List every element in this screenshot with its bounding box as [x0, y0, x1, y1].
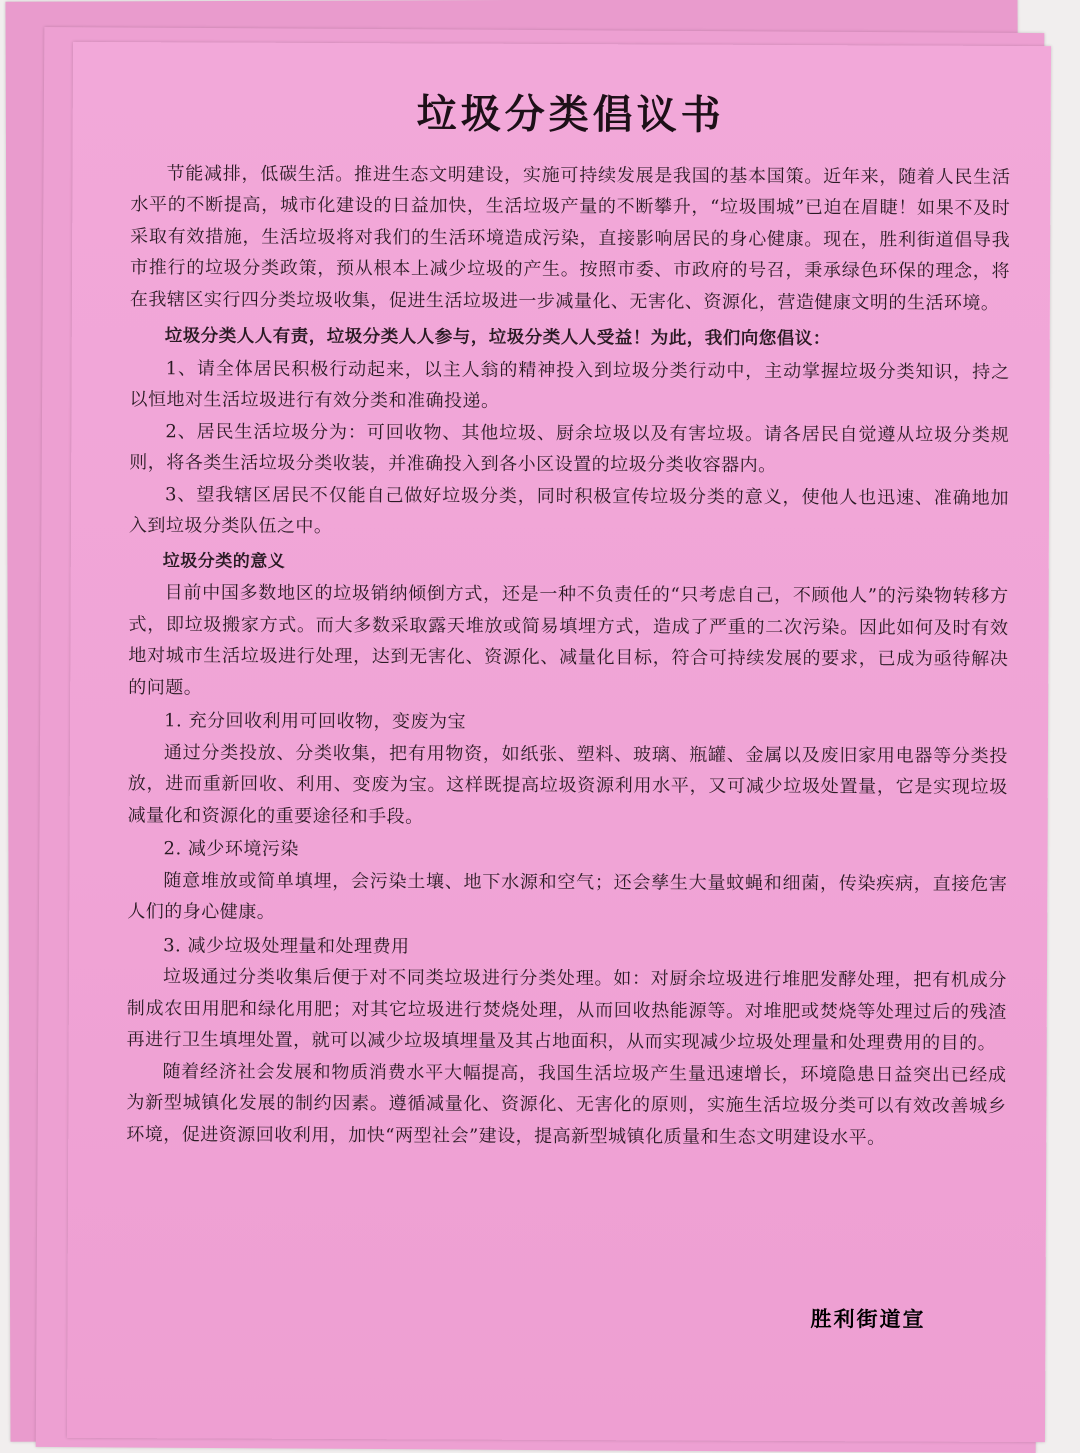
point-text: 随意堆放或简单填埋，会污染土壤、地下水源和空气；还会孳生大量蚊蝇和细菌，传染疾病，直接危害人们的身心健康。	[127, 869, 1008, 923]
signature: 胜利街道宣	[810, 1307, 926, 1332]
closing-paragraph: 随着经济社会发展和物质消费水平大幅提高，我国生活垃圾产生量迅速增长，环境隐患日益突出已经成为新型城镇化发展的制约因素。遵循减量化、资源化、无害化的原则，实施生活垃圾分类可以有效改善城乡环境，促进资源回收利用，加快“两型社会”建设，提高新型城镇化质量和生态文明建设水平。	[126, 1060, 1007, 1148]
proposal-item: 2、居民生活垃圾分为：可回收物、其他垃圾、厨余垃圾以及有害垃圾。请各居民自觉遵从垃圾分类规则，将各类生活垃圾分类收装，并准确投入到各小区设置的垃圾分类收容器内。	[129, 420, 1010, 476]
point-text: 垃圾通过分类收集后便于对不同类垃圾进行分类处理。如：对厨余垃圾进行堆肥发酵处理，把有机成分制成农田用肥和绿化用肥；对其它垃圾进行焚烧处理，从而回收热能源等。对堆肥或焚烧等处理过后的残渣再进行卫生填埋处置，就可以减少垃圾填埋量及其占地面积，从而实现减少垃圾处理量和处理费用的目的。	[126, 966, 1008, 1054]
point-heading: 2. 减少环境污染	[163, 838, 299, 860]
point-heading: 3. 减少垃圾处理量和处理费用	[163, 934, 410, 957]
proposal-item: 1、请全体居民积极行动起来，以主人翁的精神投入到垃圾分类行动中，主动掌握垃圾分类知识，持之以恒地对生活垃圾进行有效分类和准确投递。	[129, 357, 1010, 412]
point-heading: 1. 充分回收利用可回收物，变废为宝	[164, 710, 467, 733]
document-body	[126, 82, 1011, 1154]
call-to-action: 垃圾分类人人有责，垃圾分类人人参与，垃圾分类人人受益！为此，我们向您倡议：	[164, 326, 831, 350]
document-title: 垃圾分类倡议书	[416, 91, 725, 139]
section-heading-meaning: 垃圾分类的意义	[162, 550, 286, 572]
flyer-sheet	[67, 42, 1051, 1442]
proposal-item: 3、望我辖区居民不仅能自己做好垃圾分类，同时积极宣传垃圾分类的意义，使他人也迅速、准确地加入到垃圾分类队伍之中。	[128, 483, 1010, 538]
point-text: 通过分类投放、分类收集，把有用物资，如纸张、塑料、玻璃、瓶罐、金属以及废旧家用电器等分类投放，进而重新回收、利用、变废为宝。这样既提高垃圾资源利用水平，又可减少垃圾处置量，它是实现垃圾减量化和资源化的重要途径和手段。	[127, 741, 1008, 827]
meaning-intro-paragraph: 目前中国多数地区的垃圾销纳倾倒方式，还是一种不负责任的“只考虑自己，不顾他人”的污染物转移方式，即垃圾搬家方式。而大多数采取露天堆放或简易填埋方式，造成了严重的二次污染。因此如何及时有效地对城市生活垃圾进行处理，达到无害化、资源化、减量化目标，符合可持续发展的要求，已成为亟待解决的问题。	[128, 582, 1009, 698]
intro-paragraph: 节能减排，低碳生活。推进生态文明建设，实施可持续发展是我国的基本国策。近年来，随着人民生活水平的不断提高，城市化建设的日益加快，生活垃圾产量的不断攀升，“垃圾围城”已迫在眉睫！如果不及时采取有效措施，生活垃圾将对我们的生活环境造成污染，直接影响居民的身心健康。现在，胜利街道倡导我市推行的垃圾分类政策，预从根本上减少垃圾的产生。按照市委、市政府的号召，秉承绿色环保的理念，将在我辖区实行四分类垃圾收集，促进生活垃圾进一步减量化、无害化、资源化，营造健康文明的生活环境。	[129, 162, 1011, 314]
